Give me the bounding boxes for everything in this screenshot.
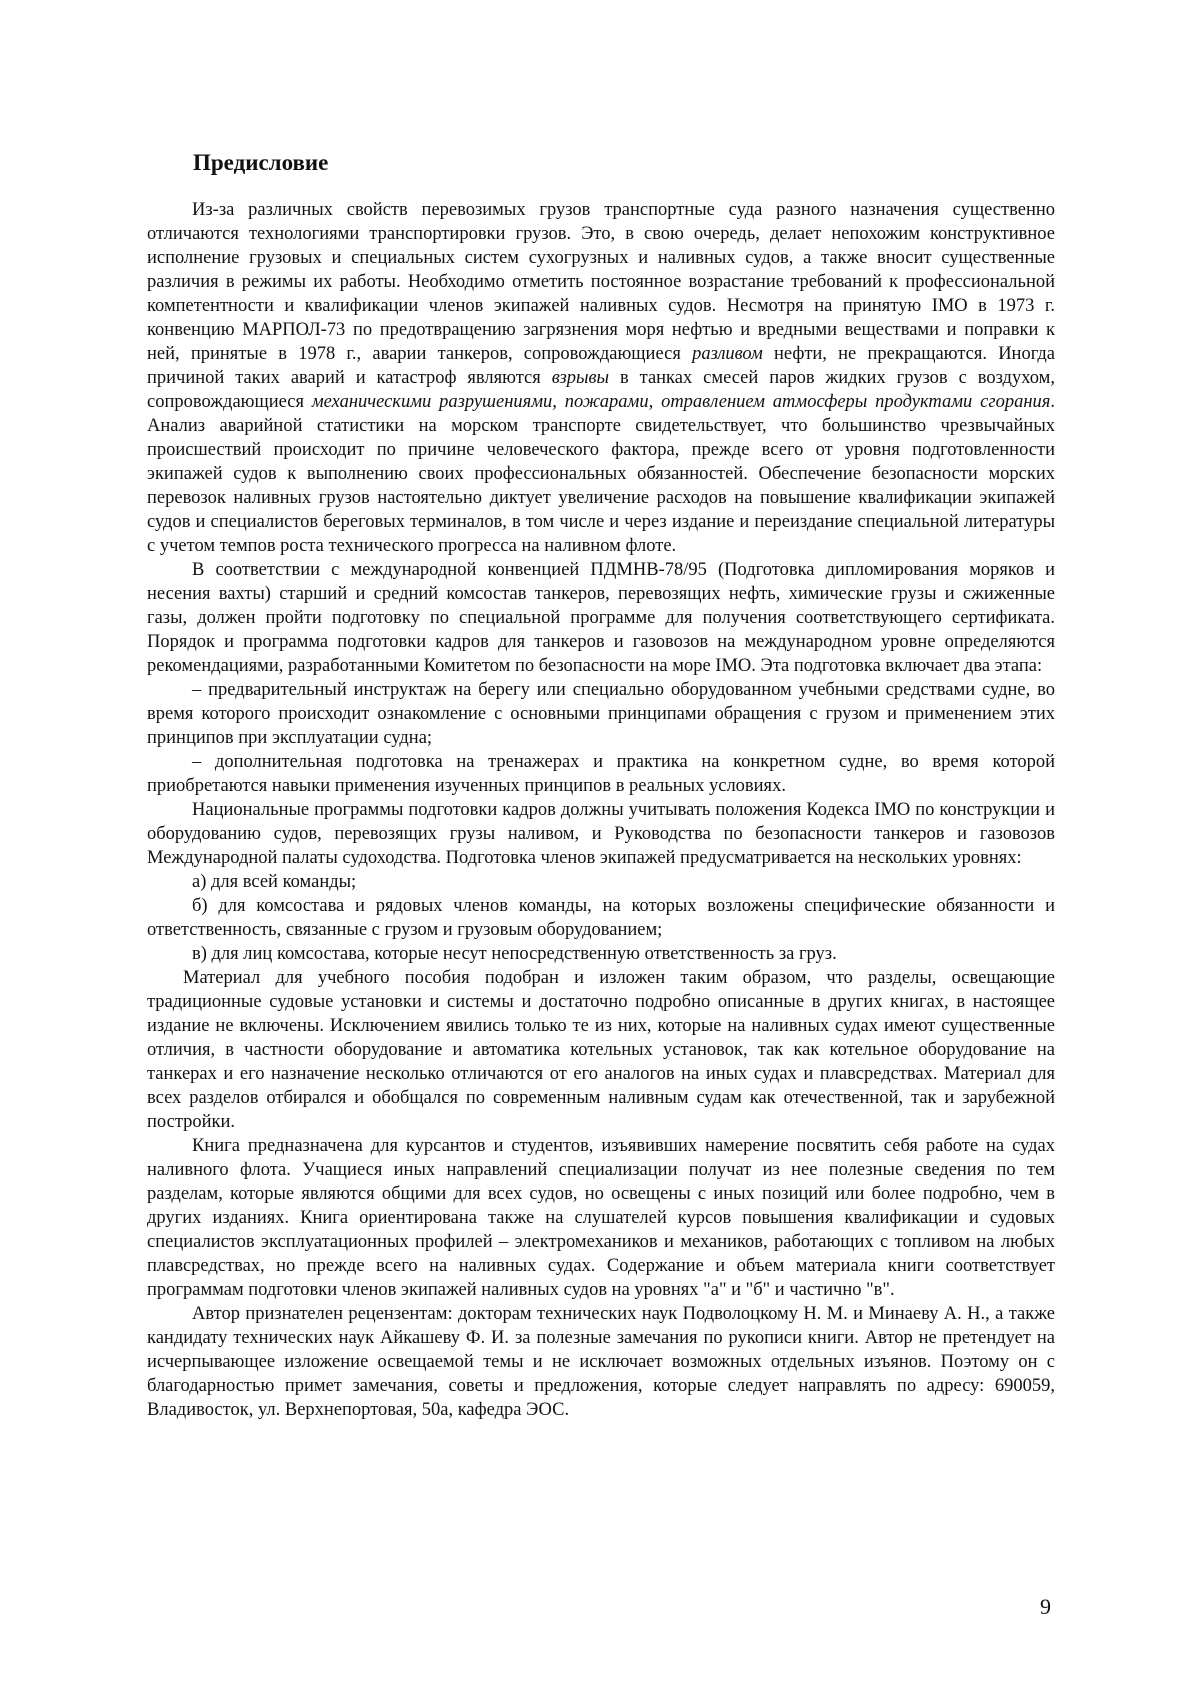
paragraph-text: – дополнительная подготовка на тренажерах и практика на конкретном судне, во время которой приобретаются навыки применения изученных принципов в реальных условиях. [147,752,1055,796]
paragraph-text: Книга предназначена для курсантов и студентов, изъявивших намерение посвятить себя работе на судах наливного флота. Учащиеся иных направлений специализации получат из нее полезные сведения по тем разделам, которые являются общими для всех судов, но освещены с иных позиций или более подробно, чем в других изданиях. Книга ориентирована также на слушателей курсов повышения квалификации и судовых специалистов эксплуатационных профилей – электромехаников и механиков, работающих с топливом на любых плавсредствах, но прежде всего на наливных судах. Содержание и объем материала книги соответствует программам подготовки членов экипажей наливных судов на уровнях "а" и "б" и частично "в". [147,1136,1055,1300]
paragraph [147,942,1055,966]
page-title: Предисловие [193,150,329,175]
paragraph-text: – предварительный инструктаж на берегу или специально оборудованном учебными средствами судне, во время которого происходит ознакомление с основными принципами обращения с грузом и применением этих принципов при эксплуатации судна; [147,680,1055,748]
paragraph [147,870,1055,894]
paragraph [147,198,1055,558]
paragraph [147,558,1055,678]
paragraph-text: Национальные программы подготовки кадров должны учитывать положения Кодекса IMO по конструкции и оборудованию судов, перевозящих грузы наливом, и Руководства по безопасности танкеров и газовозов Международной палаты судоходства. Подготовка членов экипажей предусматривается на нескольких уровнях: [147,800,1055,868]
paragraph-text: нефти, не прекращаются. Иногда причиной таких аварий и катастроф являются [147,344,1055,388]
paragraph [147,750,1055,798]
paragraph-text: в) для лиц комсостава, которые несут непосредственную ответственность за груз. [192,944,837,964]
paragraph-text: Автор признателен рецензентам: докторам технических наук Подволоцкому Н. М. и Минаеву А. Н., а также кандидату технических наук Айкашеву Ф. И. за полезные замечания по рукописи книги. Автор не претендует на исчерпывающее изложение освещаемой темы и не исключает возможных отдельных изъянов. Поэтому он с благодарностью примет замечания, советы и предложения, которые следует направлять по адресу: 690059, Владивосток, ул. Верхнепортовая, 50а, кафедра ЭОС. [147,1304,1055,1420]
italic-text: механическими разрушениями, пожарами, отравлением атмосферы продуктами сгорания [311,392,1051,412]
italic-text: взрывы [551,368,610,388]
paragraph-text: Из-за различных свойств перевозимых грузов транспортные суда разного назначения существенно отличаются технологиями транспортировки грузов. Это, в свою очередь, делает непохожим конструктивное исполнение грузовых и специальных систем сухогрузных и наливных судов, а также вносит существенные различия в режимы их работы. Необходимо отметить постоянное возрастание требований к профессиональной компетентности и квалификации членов экипажей наливных судов. Несмотря на принятую IMO в 1973 г. конвенцию МАРПОЛ-73 по предотвращению загрязнения моря нефтью и вредными веществами и поправки к ней, принятые в 1978 г., аварии танкеров, сопровождающиеся [147,200,1055,364]
paragraph-text: в танках смесей паров жидких грузов с воздухом, сопровождающиеся [147,368,1055,412]
paragraph [147,678,1055,750]
paragraph-text: а) для всей команды; [192,872,357,892]
paragraph [147,1302,1055,1422]
paragraph [147,894,1055,942]
paragraph-text: б) для комсостава и рядовых членов команды, на которых возложены специфические обязанности и ответственность, связанные с грузом и грузовым оборудованием; [147,896,1055,940]
body-text [147,198,1055,1422]
paragraph [147,798,1055,870]
paragraph-text: Материал для учебного пособия подобран и изложен таким образом, что разделы, освещающие традиционные судовые установки и системы и достаточно подробно описанные в других книгах, в настоящее издание не включены. Исключением явились только те из них, которые на наливных судах имеют существенные отличия, в частности оборудование и автоматика котельных установок, так как котельное оборудование на танкерах и его назначение несколько отличаются от его аналогов на иных судах и плавсредствах. Материал для всех разделов отбирался и обобщался по современным наливным судам как отечественной, так и зарубежной постройки. [147,968,1055,1132]
paragraph-text: . Анализ аварийной статистики на морском транспорте свидетельствует, что большинство чрезвычайных происшествий происходит по причине человеческого фактора, прежде всего от уровня подготовленности экипажей судов к выполнению своих профессиональных обязанностей. Обеспечение безопасности морских перевозок наливных грузов настоятельно диктует увеличение расходов на повышение квалификации экипажей судов и специалистов береговых терминалов, в том числе и через издание и переиздание специальной литературы с учетом темпов роста технического прогресса на наливном флоте. [147,392,1055,556]
paragraph [147,966,1055,1134]
paragraph-text: В соответствии с международной конвенцией ПДМНВ-78/95 (Подготовка дипломирования моряков и несения вахты) старший и средний комсостав танкеров, перевозящих нефть, химические грузы и сжиженные газы, должен пройти подготовку по специальной программе для получения соответствующего сертификата. Порядок и программа подготовки кадров для танкеров и газовозов на международном уровне определяются рекомендациями, разработанными Комитетом по безопасности на море IMO. Эта подготовка включает два этапа: [147,560,1055,676]
page-number: 9 [1040,1594,1051,1619]
paragraph [147,1134,1055,1302]
italic-text: разливом [692,344,763,364]
